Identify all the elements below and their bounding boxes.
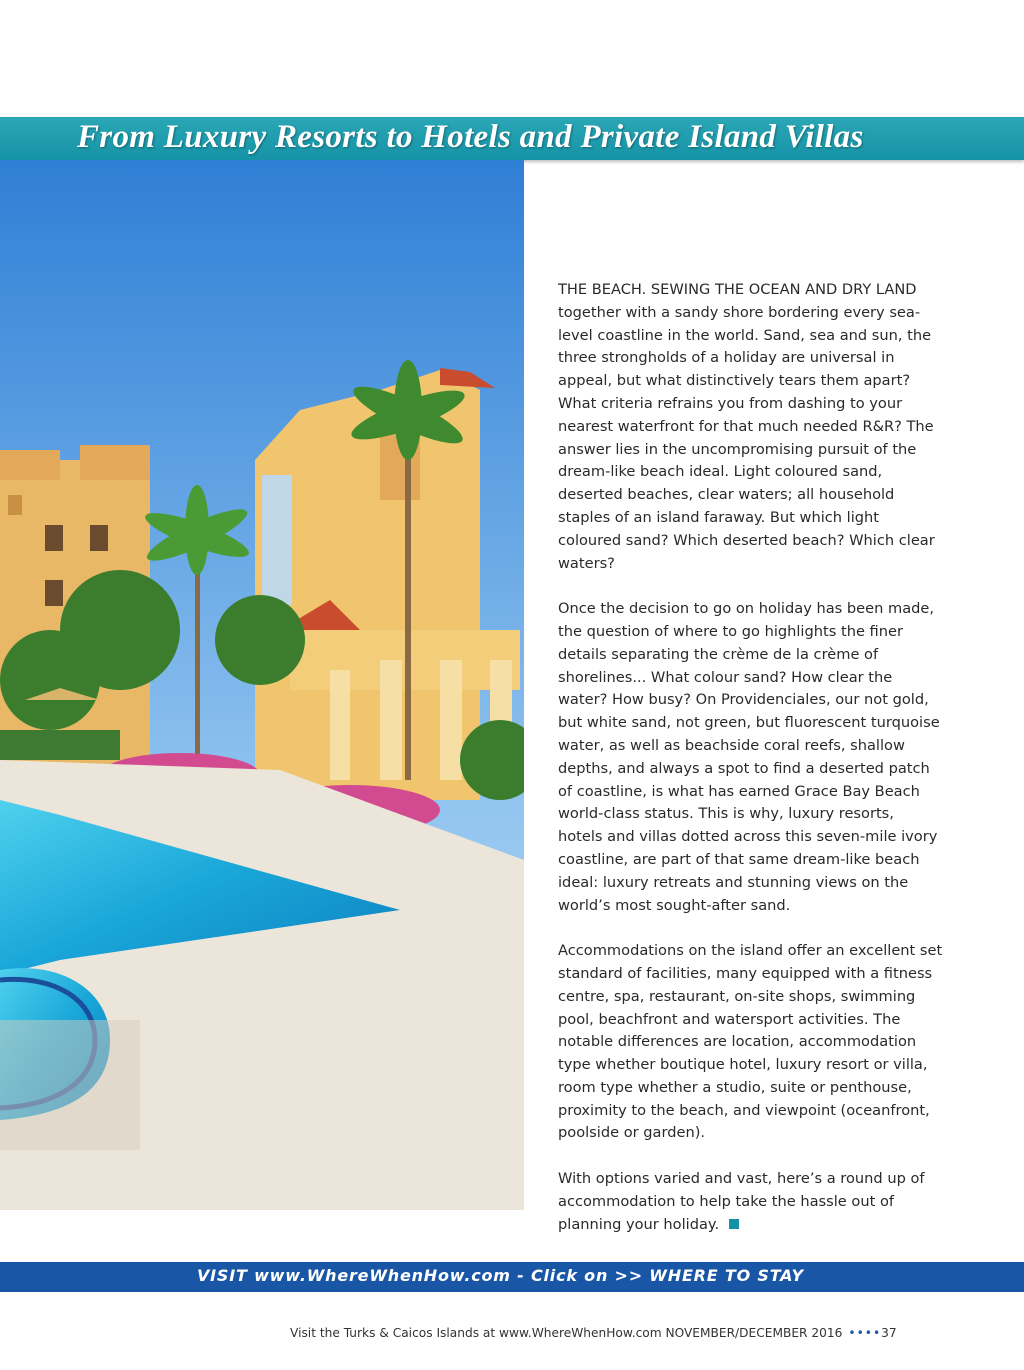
page-footer [290, 1326, 897, 1340]
page-title: From Luxury Resorts to Hotels and Private Island Villas [77, 119, 864, 155]
page-number: 37 [881, 1326, 897, 1340]
article-body [558, 279, 943, 1259]
visit-website-link[interactable]: VISIT www.WhereWhenHow.com - Click on >> WHERE TO STAY [197, 1266, 804, 1285]
end-mark-icon [729, 1219, 739, 1229]
article-paragraph-3: Accommodations on the island offer an excellent set standard of facilities, many equipped with a fitness centre, spa, restaurant, on-site shops, swimming pool, beachfront and watersport activities. The notable differences are location, accommodation type whether boutique hotel, luxury resort or villa, room type whether a studio, suite or penthouse, proximity to the beach, and viewpoint (oceanfront, poolside or garden). [558, 942, 943, 1142]
title-banner [0, 117, 1024, 160]
article-paragraph-4-text: With options varied and vast, here’s a round up of accommodation to help take the hassle out of planning your holiday. [558, 1170, 925, 1233]
article-paragraph-4 [558, 1168, 943, 1236]
resort-pool-photo [0, 160, 524, 1210]
visit-website-bar[interactable] [0, 1262, 1024, 1292]
footer-dots: •••• [848, 1326, 882, 1340]
footer-text: Visit the Turks & Caicos Islands at www.WhereWhenHow.com NOVEMBER/DECEMBER 2016 [290, 1326, 843, 1340]
article-paragraph-2: Once the decision to go on holiday has been made, the question of where to go highlights the finer details separating the crème de la crème of shorelines... What colour sand? How clear the water? How busy? On Providenciales, our not gold, but white sand, not green, but fluorescent turquoise water, as well as beachside coral reefs, shallow depths, and always a spot to find a deserted patch of coastline, is what has earned Grace Bay Beach world-class status. This is why, luxury resorts, hotels and villas dotted across this seven-mile ivory coastline, are part of that same dream-like beach ideal: luxury retreats and stunning views on the world’s most sought-after sand. [558, 600, 940, 914]
article-paragraph-1: THE BEACH. SEWING THE OCEAN AND DRY LAND together with a sandy shore bordering every sea-level coastline in the world. Sand, sea and sun, the three strongholds of a holiday are universal in appeal, but what distinctively tears them apart? What criteria refrains you from dashing to your nearest waterfront for that much needed R&R? The answer lies in the uncompromising pursuit of the dream-like beach ideal. Light coloured sand, deserted beaches, clear waters; all household staples of an island faraway. But which light coloured sand? Which deserted beach? Which clear waters? [558, 281, 935, 572]
